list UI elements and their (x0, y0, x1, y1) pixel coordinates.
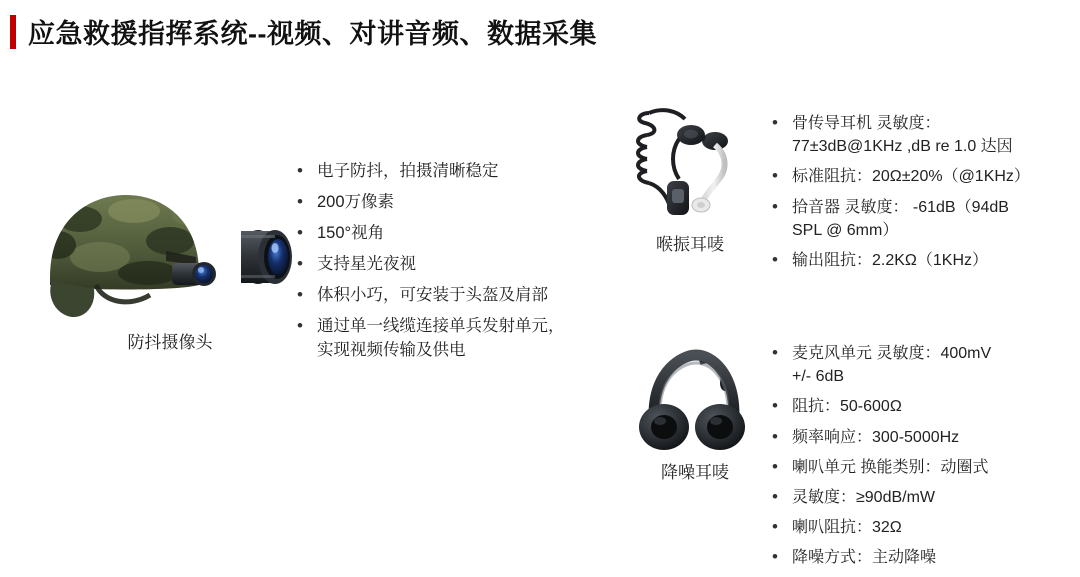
throat-mic-spec-list (770, 112, 1070, 279)
mounted-camera (172, 262, 216, 286)
list-item: • 支持星光夜视 (295, 253, 625, 277)
list-item: • 降噪方式：主动降噪 (770, 546, 1070, 569)
helmet-shape (40, 195, 204, 317)
list-item-line: • 麦克风单元 灵敏度：400mV (792, 345, 992, 362)
list-item: • 标准阻抗：20Ω±20%（@1KHz） (770, 165, 1070, 188)
list-item: • 阻抗：50-600Ω (770, 395, 1070, 418)
list-item (770, 112, 1070, 158)
list-item-line: +/- 6dB (792, 368, 845, 386)
coiled-cable (638, 113, 671, 209)
right-earcup (695, 404, 745, 450)
neck-band (673, 139, 679, 179)
list-item: • 电子防抖，拍摄清晰稳定 (295, 160, 625, 184)
list-item: • 150°视角 (295, 222, 625, 246)
list-item: • 灵敏度：≥90dB/mW (770, 486, 1070, 509)
throat-mic-image (615, 105, 765, 235)
list-item: • 输出阻抗：2.2KΩ（1KHz） (770, 249, 1070, 272)
list-item-line: • 通过单一线缆连接单兵发射单元， (317, 316, 565, 335)
camera-spec-list (295, 160, 625, 362)
list-item: • 体积小巧，可安装于头盔及肩部 (295, 284, 625, 308)
list-item (770, 342, 1070, 388)
headset-caption: 降噪耳唛 (661, 463, 729, 482)
list-item (770, 196, 1070, 242)
page-title-text: 应急救援指挥系统--视频、对讲音频、数据采集 (28, 19, 597, 49)
list-item-line: 实现视频传输及供电 (317, 340, 466, 359)
radio-lead (649, 110, 685, 119)
list-item: • 喇叭单元 换能类别：动圈式 (770, 456, 1070, 479)
list-item-line: 77±3dB@1KHz ,dB re 1.0 达因 (792, 138, 1013, 156)
list-item: • 喇叭阻抗：32Ω (770, 516, 1070, 539)
list-item-line: • 拾音器 灵敏度： -61dB（94dB (792, 198, 1009, 216)
ptt-button-module (667, 181, 689, 215)
acoustic-tube (692, 145, 725, 212)
throat-mic-caption: 喉振耳唛 (656, 235, 724, 254)
list-item-line: SPL @ 6mm） (792, 221, 899, 239)
headset-spec-list (770, 342, 1070, 577)
left-earcup (639, 404, 689, 450)
page-title (0, 12, 597, 51)
list-item: • 200万像素 (295, 191, 625, 215)
list-item: • 频率响应：300-5000Hz (770, 426, 1070, 449)
helmet-camera-image (38, 185, 308, 325)
title-accent-bar (10, 15, 16, 49)
headset-image (630, 345, 760, 460)
list-item (295, 315, 625, 363)
list-item-line: • 骨传导耳机 灵敏度： (792, 115, 941, 132)
camera-caption: 防抖摄像头 (127, 333, 213, 352)
camera-lens-module (241, 230, 292, 284)
